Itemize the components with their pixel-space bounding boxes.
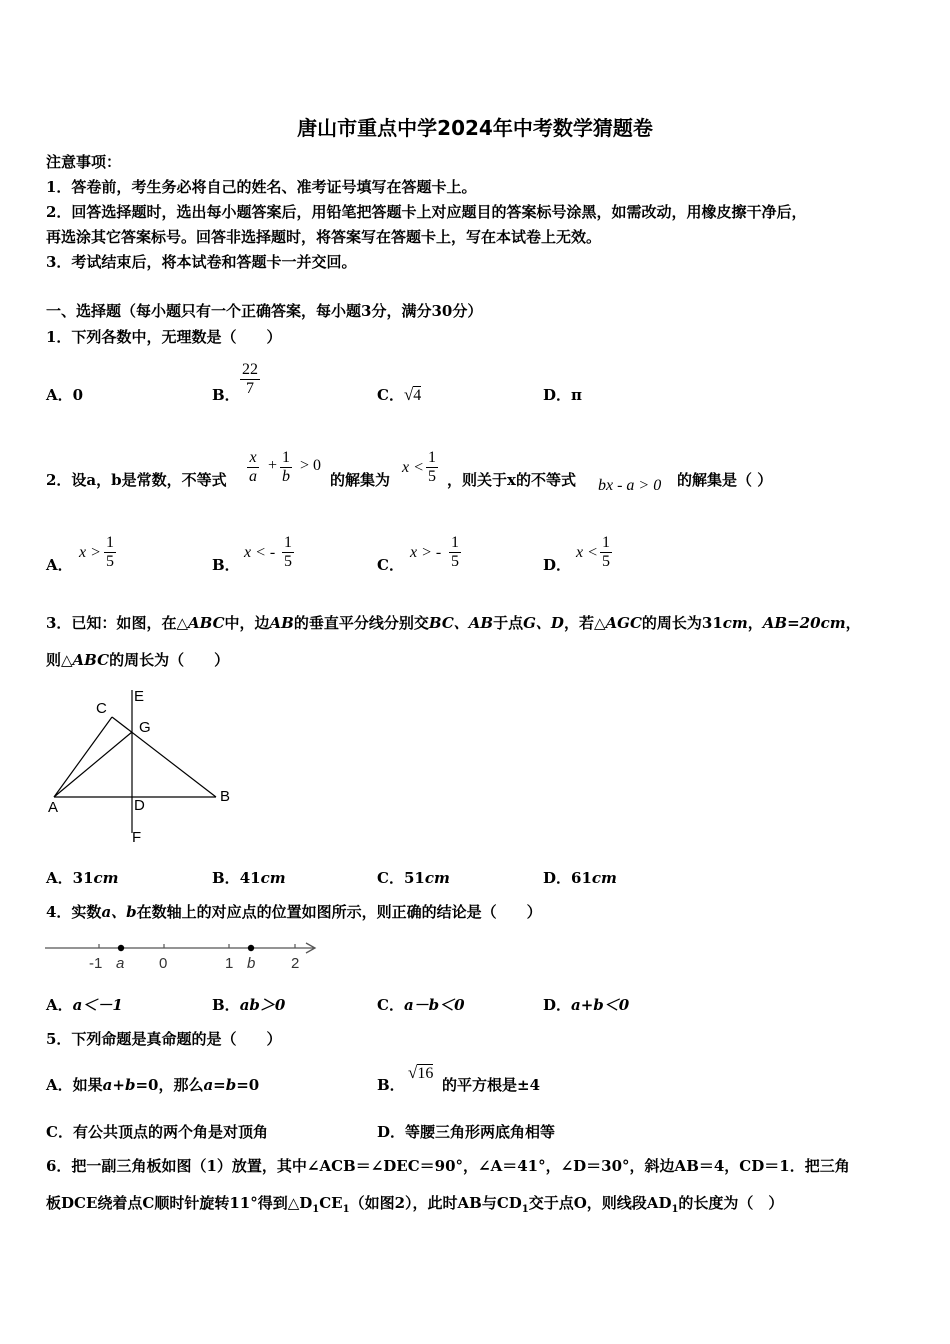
q1-option-d: D．π <box>543 386 582 404</box>
notice-heading: 注意事项： <box>46 153 122 171</box>
q2-option-b-frac: $\frac{1}{5}$ <box>284 534 292 570</box>
q6-stem-line1: 6．把一副三角板如图（1）放置，其中∠ACB＝∠DEC＝90°，∠A＝41°，∠D＝30°，斜边AB＝4，CD＝1．把三角 <box>46 1157 850 1175</box>
q2-option-a-label: A． <box>46 556 73 574</box>
q3-stem-line2: 则△ABC的周长为（ ） <box>46 651 230 669</box>
q5-option-b-radical: √16 <box>408 1063 434 1082</box>
q2-ineq1-rel: > 0 <box>300 457 322 474</box>
q5-option-b-label: B． <box>377 1076 405 1094</box>
notice-item: 1．答卷前，考生务必将自己的姓名、准考证号填写在答题卡上。 <box>46 178 477 196</box>
q2-stem-end: 的解集是（ ） <box>677 471 773 489</box>
q4-option-d: D．a+b＜0 <box>543 996 630 1014</box>
label-e: E <box>134 688 145 705</box>
page-title: 唐山市重点中学2024年中考数学猜题卷 <box>297 116 653 140</box>
q2-option-b-label: B． <box>212 556 240 574</box>
q3-triangle-figure <box>44 685 244 850</box>
segment-ac <box>54 717 112 797</box>
point-b <box>248 945 254 951</box>
q2-stem-pre: 2．设a，b是常数，不等式 <box>46 471 227 489</box>
q2-option-d-label: D． <box>543 556 572 574</box>
notice-item: 2．回答选择题时，选出每小题答案后，用铅笔把答题卡上对应题目的答案标号涂黑，如需改动，用橡皮擦干净后， <box>46 203 807 221</box>
segment-ag <box>54 732 132 797</box>
point-a <box>118 945 124 951</box>
q4-stem: 4．实数a、b在数轴上的对应点的位置如图所示，则正确的结论是（ ） <box>46 903 542 921</box>
tick-label-b: b <box>247 955 256 972</box>
q4-option-b: B．ab＞0 <box>212 996 286 1014</box>
tick-label-m1: -1 <box>89 955 103 972</box>
q3-option-d: D．61cm <box>543 869 617 887</box>
notice-item: 3．考试结束后，将本试卷和答题卡一并交回。 <box>46 253 357 271</box>
q2-ineq1-frac1: $\frac{x}{a}$ <box>249 449 257 485</box>
q2-option-c-label: C． <box>377 556 404 574</box>
q1-option-b-label: B． <box>212 386 240 404</box>
q3-option-c: C．51cm <box>377 869 450 887</box>
q3-stem-line1: 3．已知：如图，在△ABC中，边AB的垂直平分线分别交BC、AB于点G、D，若△AGC的周长为31cm，AB=20cm， <box>46 614 861 632</box>
q2-option-d-frac: $\frac{1}{5}$ <box>602 534 610 570</box>
q5-option-c: C．有公共顶点的两个角是对顶角 <box>46 1123 268 1141</box>
label-a: A <box>48 799 59 816</box>
label-c: C <box>96 700 107 717</box>
label-g: G <box>139 719 151 736</box>
q2-option-a-frac: $\frac{1}{5}$ <box>106 534 114 570</box>
q2-solution-var: x < <box>402 459 424 476</box>
q5-option-d: D．等腰三角形两底角相等 <box>377 1123 556 1141</box>
q4-number-line <box>42 936 327 976</box>
q1-stem: 1．下列各数中，无理数是（ ） <box>46 328 282 346</box>
q2-solution-frac: $\frac{1}{5}$ <box>428 449 436 485</box>
q2-option-a-rel: x > <box>79 544 101 561</box>
q3-option-b: B．41cm <box>212 869 286 887</box>
q2-option-c-frac: $\frac{1}{5}$ <box>451 534 459 570</box>
q2-ineq1-plus: + <box>268 457 278 474</box>
segment-cb <box>112 717 216 797</box>
notice-item: 再选涂其它答案标号。回答非选择题时，将答案写在答题卡上，写在本试卷上无效。 <box>46 228 602 246</box>
q5-stem: 5．下列命题是真命题的是（ ） <box>46 1030 282 1048</box>
label-f: F <box>132 829 142 846</box>
q2-stem-mid2: ，则关于x的不等式 <box>447 471 576 489</box>
tick-label-1: 1 <box>225 955 234 972</box>
tick-label-0: 0 <box>159 955 168 972</box>
q2-option-b-rel: x < - <box>244 544 276 561</box>
q1-option-b-fraction: $\frac{22}{7}$ <box>242 361 258 397</box>
q5-option-b-text: 的平方根是±4 <box>442 1076 541 1094</box>
q2-ineq1-frac2: $\frac{1}{b}$ <box>282 449 290 485</box>
label-d: D <box>134 797 145 814</box>
q2-stem-mid: 的解集为 <box>330 471 391 489</box>
section-heading: 一、选择题（每小题只有一个正确答案，每小题3分，满分30分） <box>46 302 483 320</box>
q1-option-c: C．√4 <box>377 385 422 404</box>
tick-label-a: a <box>116 955 125 972</box>
q3-option-a: A．31cm <box>46 869 119 887</box>
q2-option-c-rel: x > - <box>410 544 442 561</box>
q6-stem-line2: 板DCE绕着点C顺时针旋转11°得到$\triangle D_1CE_1$（如图2），此时AB与$CD_1$交于点O，则线段$AD_1$的长度为（ ） <box>46 1194 784 1215</box>
q1-option-a: A．0 <box>46 386 84 404</box>
label-b: B <box>220 788 231 805</box>
q4-option-c: C．a－b＜0 <box>377 996 465 1014</box>
q4-option-a: A．a＜－1 <box>46 996 123 1014</box>
q2-ineq2: bx - a > 0 <box>598 477 662 494</box>
q5-option-a: A．如果a+b=0，那么a=b=0 <box>46 1076 260 1094</box>
q2-option-d-rel: x < <box>576 544 598 561</box>
tick-label-2: 2 <box>291 955 300 972</box>
